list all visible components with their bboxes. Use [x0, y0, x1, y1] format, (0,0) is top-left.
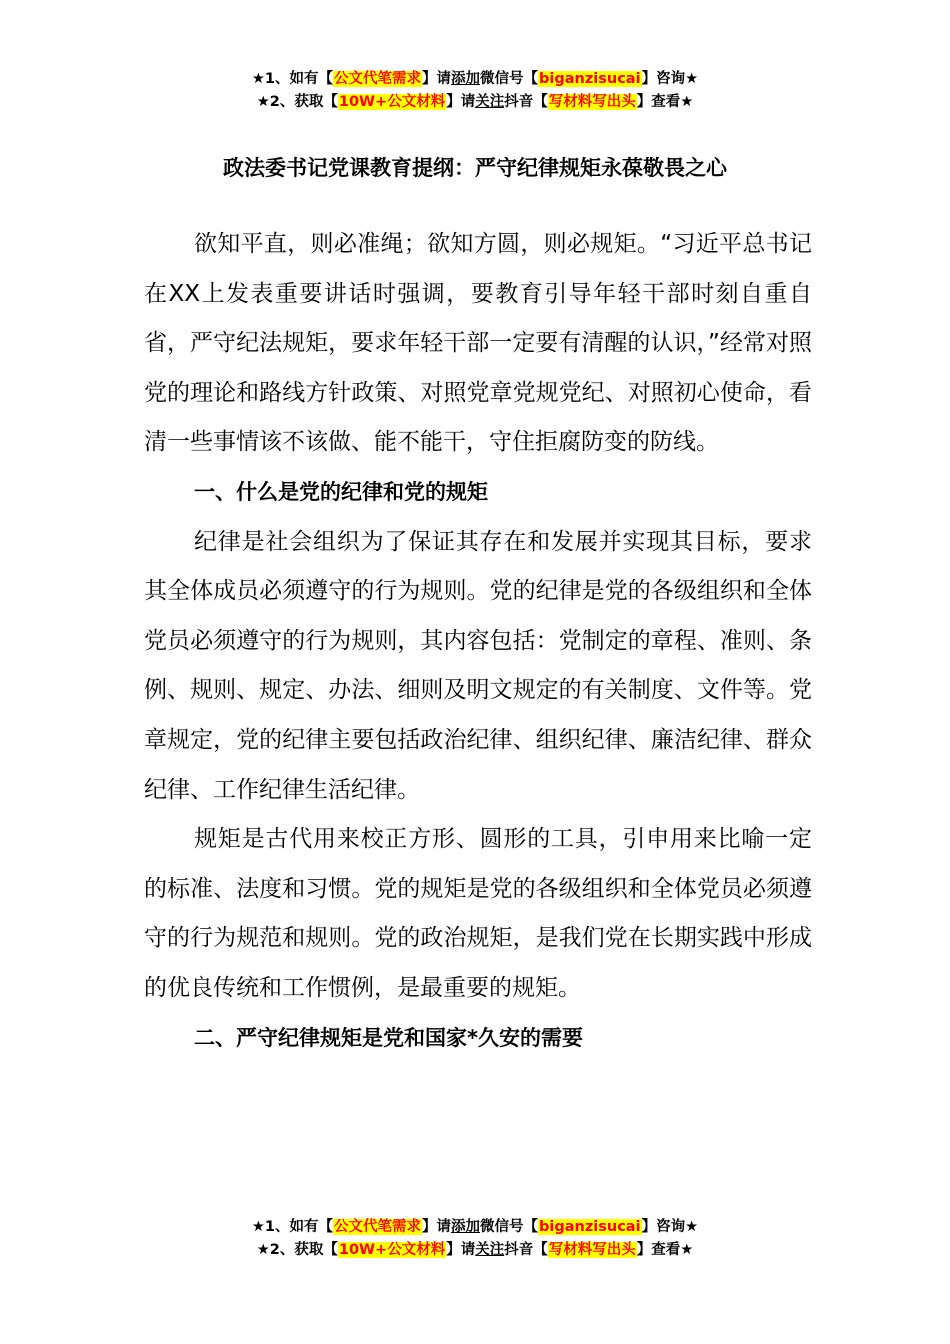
- document-title: 政法委书记党课教育提纲：严守纪律规矩永葆敬畏之心: [223, 156, 727, 180]
- banner-text: 】咨询★: [641, 71, 699, 87]
- footer-banner: [0, 1216, 950, 1262]
- banner-highlight-douyin-account: 写材料写出头: [548, 1242, 636, 1258]
- header-banner: [0, 68, 950, 114]
- banner-underline-follow: 关注: [475, 94, 505, 110]
- banner-text: 】查看★: [636, 94, 694, 110]
- banner-text: 】咨询★: [641, 1219, 699, 1235]
- banner-highlight-ghostwriting: 公文代笔需求: [334, 71, 422, 87]
- document-body: [144, 220, 812, 1063]
- banner-underline-add: 添加: [451, 1219, 481, 1235]
- section-1-paragraph-1: 纪律是社会组织为了保证其存在和发展并实现其目标，要求其全体成员必须遵守的行为规则。党的纪律是党的各级组织和全体党员必须遵守的行为规则，其内容包括：党制定的章程、准则、条例、规则、规定、办法、细则及明文规定的有关制度、文件等。党章规定，党的纪律主要包括政治纪律、组织纪律、廉洁纪律、群众纪律、工作纪律生活纪律。: [144, 528, 812, 803]
- banner-text: 抖音【: [504, 94, 548, 110]
- banner-text: ★1、如有【: [251, 1219, 334, 1235]
- banner-text: ★2、获取【: [256, 94, 338, 110]
- banner-highlight-wechat-id: biganzisucai: [539, 71, 641, 87]
- banner-text: ★2、获取【: [256, 1242, 338, 1258]
- banner-highlight-ghostwriting: 公文代笔需求: [334, 1219, 422, 1235]
- banner-underline-add: 添加: [451, 71, 481, 87]
- section-1-heading: 一、什么是党的纪律和党的规矩: [194, 479, 488, 504]
- banner-highlight-materials: 10W+公文材料: [338, 94, 446, 110]
- banner-text: 】查看★: [636, 1242, 694, 1258]
- intro-paragraph: 欲知平直，则必准绳；欲知方圆，则必规矩。“习近平总书记在XX上发表重要讲话时强调，要教育引导年轻干部时刻自重自省，严守纪法规矩，要求年轻干部一定要有清醒的认识，”经常对照党的理论和路线方针政策、对照党章党规党纪、对照初心使命，看清一些事情该不该做、能不能干，守住拒腐防变的防线。: [144, 231, 812, 456]
- banner-text: 】请: [446, 94, 476, 110]
- banner-highlight-materials: 10W+公文材料: [338, 1242, 446, 1258]
- banner-text: 】请: [422, 1219, 452, 1235]
- banner-text: 抖音【: [504, 1242, 548, 1258]
- banner-highlight-douyin-account: 写材料写出头: [548, 94, 636, 110]
- section-1-paragraph-2: 规矩是古代用来校正方形、圆形的工具，引申用来比喻一定的标准、法度和习惯。党的规矩是党的各级组织和全体党员必须遵守的行为规范和规则。党的政治规矩，是我们党在长期实践中形成的优良传统和工作惯例，是最重要的规矩。: [144, 826, 812, 1001]
- banner-text: ★1、如有【: [251, 71, 334, 87]
- banner-text: 】请: [446, 1242, 476, 1258]
- banner-line-2: [0, 1239, 950, 1262]
- banner-line-1: [0, 1216, 950, 1239]
- banner-text: 微信号【: [480, 1219, 539, 1235]
- banner-line-2: [0, 91, 950, 114]
- banner-underline-follow: 关注: [475, 1242, 505, 1258]
- banner-text: 微信号【: [480, 71, 539, 87]
- banner-text: 】请: [422, 71, 452, 87]
- section-2-heading: 二、严守纪律规矩是党和国家*久安的需要: [194, 1025, 583, 1050]
- banner-highlight-wechat-id: biganzisucai: [539, 1219, 641, 1235]
- banner-line-1: [0, 68, 950, 91]
